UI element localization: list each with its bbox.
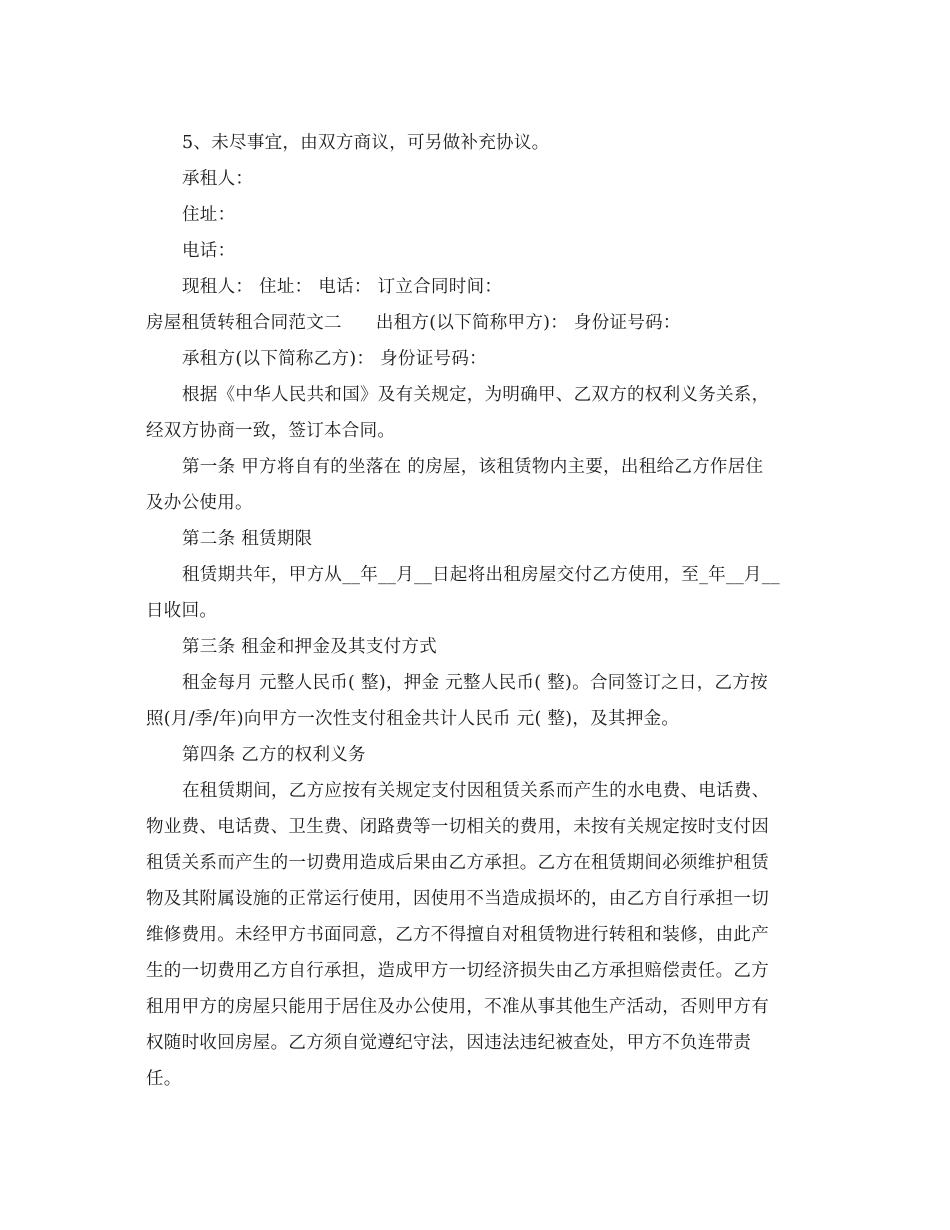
- article-4-line-8: 权随时收回房屋。乙方须自觉遵纪守法，因违法违纪被查处，甲方不负连带责: [146, 1033, 752, 1053]
- tenant-label: 承租人：: [182, 169, 254, 189]
- article-2-heading: 第二条 租赁期限: [182, 529, 313, 549]
- clause-5-text: 5、未尽事宜，由双方商议，可另做补充协议。: [182, 133, 550, 153]
- article-1-line-2: 及办公使用。: [146, 493, 253, 513]
- article-4-line-6: 生的一切费用乙方自行承担，造成甲方一切经济损失由乙方承担赔偿责任。乙方: [146, 961, 769, 981]
- address-label: 住址：: [182, 205, 236, 225]
- article-4-line-7: 租用甲方的房屋只能用于居住及办公使用，不准从事其他生产活动，否则甲方有: [146, 997, 769, 1017]
- article-4-line-4: 物及其附属设施的正常运行使用，因使用不当造成损坏的，由乙方自行承担一切: [146, 889, 769, 909]
- sample-title-line: [146, 312, 681, 334]
- article-2-line-1: 租赁期共年，甲方从__年__月__日起将出租房屋交付乙方使用，至_年__月__: [182, 565, 780, 585]
- article-4-line-1: 在租赁期间，乙方应按有关规定支付因租赁关系而产生的水电费、电话费、: [182, 781, 770, 801]
- article-3-heading: 第三条 租金和押金及其支付方式: [182, 637, 438, 657]
- lessor-label: 出租方(以下简称甲方)： 身份证号码：: [375, 313, 681, 333]
- article-4-line-2: 物业费、电话费、卫生费、闭路费等一切相关的费用，未按有关规定按时支付因: [146, 817, 769, 837]
- preamble-line-2: 经双方协商一致，签订本合同。: [146, 421, 396, 441]
- article-1-line-1: 第一条 甲方将自有的坐落在 的房屋，该租赁物内主要，出租给乙方作居住: [182, 457, 764, 477]
- sample-title: 房屋租赁转租合同范文二: [146, 313, 342, 333]
- phone-label: 电话：: [182, 241, 236, 261]
- article-3-line-1: 租金每月 元整人民币( 整)，押金 元整人民币( 整)。合同签订之日，乙方按: [182, 673, 768, 693]
- current-tenant-line: 现租人： 住址： 电话： 订立合同时间：: [182, 277, 503, 297]
- lessee-label: 承租方(以下简称乙方)： 身份证号码：: [182, 349, 487, 369]
- preamble-line-1: 根据《中华人民共和国》及有关规定，为明确甲、乙双方的权利义务关系，: [182, 385, 770, 405]
- article-4-line-3: 租赁关系而产生的一切费用造成后果由乙方承担。乙方在租赁期间必须维护租赁: [146, 853, 769, 873]
- article-3-line-2: 照(月/季/年)向甲方一次性支付租金共计人民币 元( 整)，及其押金。: [146, 709, 680, 729]
- article-4-line-5: 维修费用。未经甲方书面同意，乙方不得擅自对租赁物进行转租和装修，由此产: [146, 925, 769, 945]
- article-4-heading: 第四条 乙方的权利义务: [182, 745, 366, 765]
- article-2-line-2: 日收回。: [146, 601, 218, 621]
- article-4-line-9: 任。: [146, 1069, 182, 1089]
